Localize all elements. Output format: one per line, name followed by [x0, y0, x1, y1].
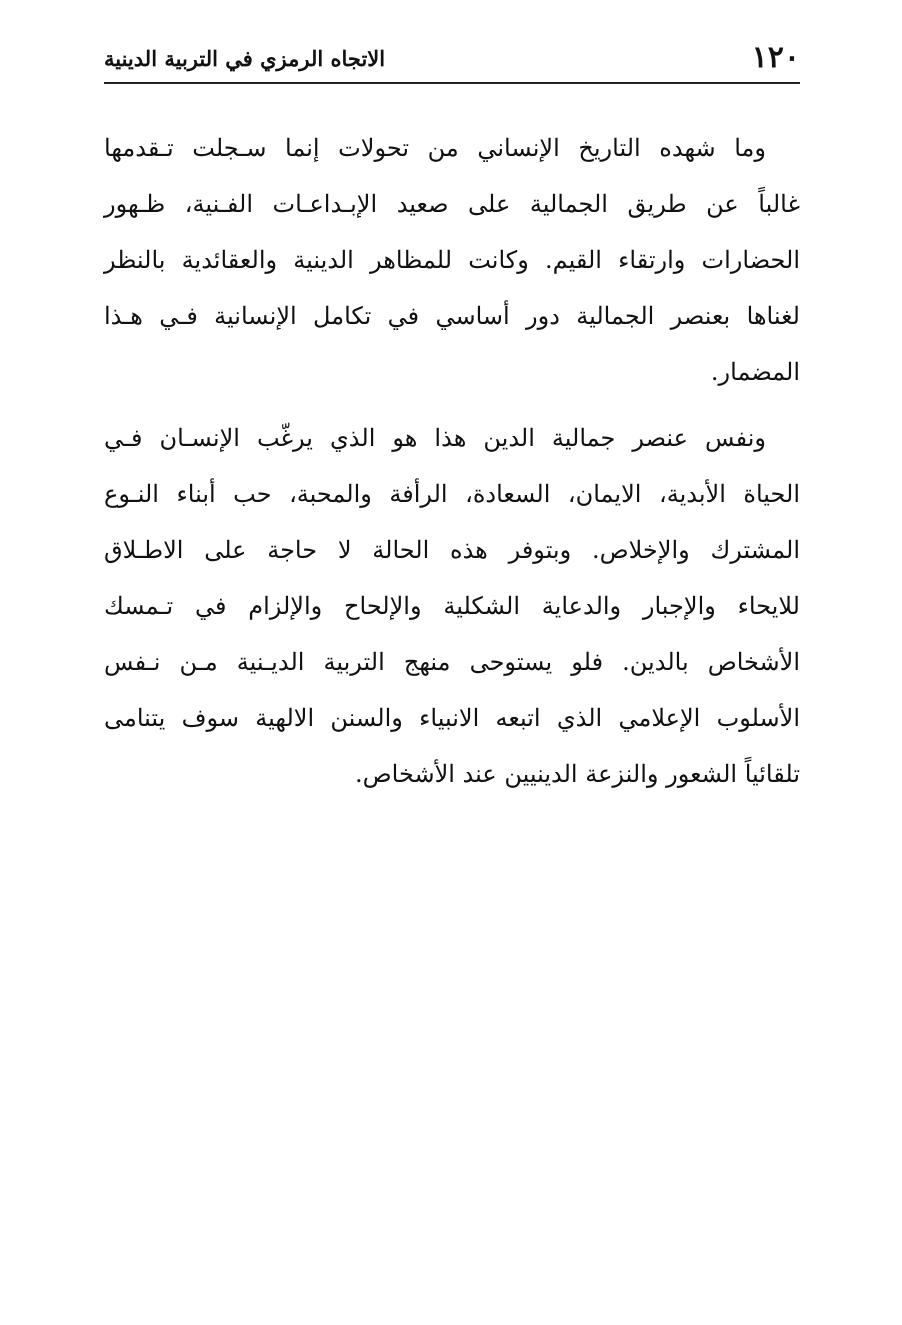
paragraph-1: [104, 120, 800, 400]
text-line: ونفس عنصر جمالية الدين هذا هو الذي يرغّب الإنسـان فـي: [104, 424, 766, 452]
body-text: [104, 120, 800, 802]
text-line: لغناها بعنصر الجمالية دور أساسي في تكامل الإنسانية فـي هـذا: [104, 302, 800, 330]
text-line: الحضارات وارتقاء القيم. وكانت للمظاهر الدينية والعقائدية بالنظر: [104, 246, 800, 274]
text-line: وما شهده التاريخ الإنساني من تحولات إنما سـجلت تـقدمها: [104, 134, 766, 162]
text-line: غالباً عن طريق الجمالية على صعيد الإبـداعـات الفـنية، ظـهور: [104, 190, 800, 218]
text-line: الحياة الأبدية، الايمان، السعادة، الرأفة والمحبة، حب أبناء النـوع: [104, 480, 800, 508]
text-line: المضمار.: [710, 358, 800, 386]
text-line: المشترك والإخلاص. وبتوفر هذه الحالة لا حاجة على الاطـلاق: [104, 536, 800, 564]
running-title: الاتجاه الرمزي في التربية الدينية: [104, 46, 386, 71]
text-line: الأشخاص بالدين. فلو يستوحى منهج التربية الديـنية مـن نـفس: [104, 648, 800, 676]
text-line: الأسلوب الإعلامي الذي اتبعه الانبياء والسنن الالهية سوف يتنامى: [104, 704, 800, 732]
header-divider: [104, 82, 800, 84]
text-line: تلقائياً الشعور والنزعة الدينيين عند الأشخاص.: [355, 760, 800, 788]
page-number: ١٢٠: [751, 40, 800, 75]
paragraph-2: [104, 410, 800, 802]
page-header: [104, 38, 800, 80]
text-line: للايحاء والإجبار والدعاية الشكلية والإلحاح والإلزام في تـمسك: [104, 592, 800, 620]
